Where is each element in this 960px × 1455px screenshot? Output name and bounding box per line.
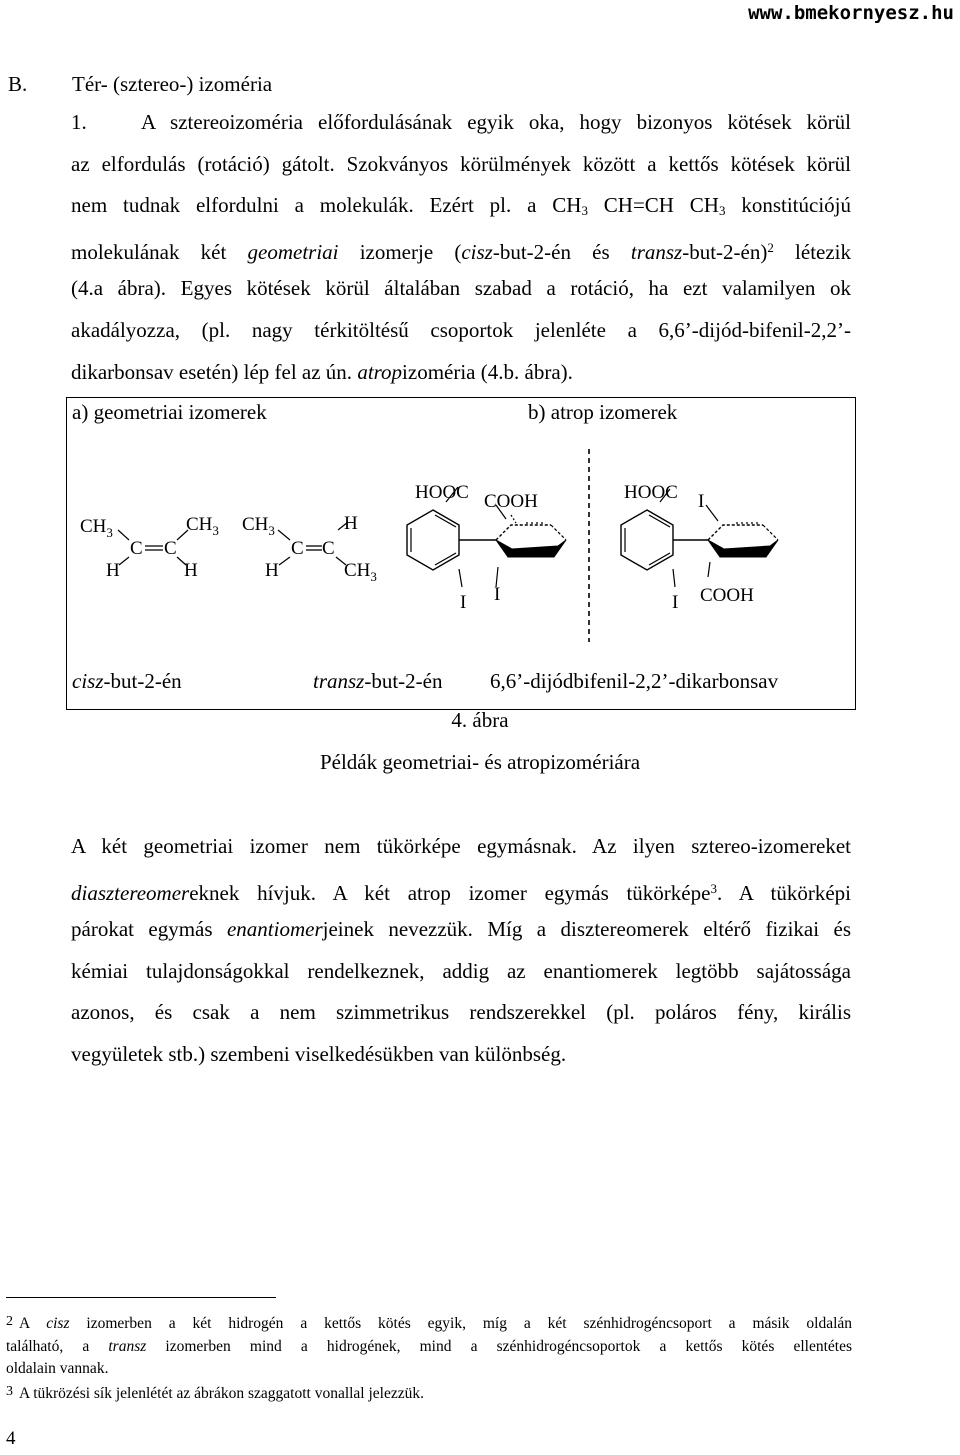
para2-line: diasztereomereknek hívjuk. A két atrop izomer egymás tükörképe$^3$. A tükörképi [71,880,851,905]
footnote-2-line: oldalain vannak. [6,1360,109,1377]
para1-line: molekulának két geometriai izomerje (cisz-but-2-én és transz-but-2-én)$^2$ létezik [71,239,852,264]
caption-transz: transz-but-2-én [313,669,443,693]
trans-c1: C [291,538,304,559]
page-number: 4 [6,1428,16,1449]
atrop1-iodine-right: I [494,584,501,605]
figure-heading-b: b) atrop izomerek [528,400,678,424]
cis-h-left: H [106,560,120,581]
trans-h-left: H [265,560,279,581]
atrop-isomer-1-labels [415,482,538,613]
cis-ch3-left: $CH_3$ [80,516,113,540]
section-letter: B. [8,72,28,96]
footnote-ref: 3 [710,880,717,896]
isomer-figure [66,397,856,710]
caption-dicarboxylic-acid: 6,6’-dijódbifenil-2,2’-dikarbonsav [490,669,779,693]
para1-line: akadályozza, (pl. nagy térkitöltésű csoportok jelenléte a 6,6’-dijód-bifenil-2,2’- [71,317,851,342]
atrop2-iodine: I [698,491,705,512]
trans-ch3-right: $CH_3$ [344,560,377,584]
atrop2-hooc: HOOC [624,482,678,503]
cis-c2: C [164,538,177,559]
atrop1-hooc: HOOC [415,482,469,503]
para2-line: azonos, és csak a nem szimmetrikus rendszerekkel (pl. poláros fény, királis [71,1000,851,1025]
para1-line: dikarbonsav esetén) lép fel az ún. atropizoméria (4.b. ábra). [71,359,573,384]
para2-line: kémiai tulajdonságokkal rendelkeznek, addig az enantiomerek legtöbb sajátossága [71,958,851,983]
para2-line: A két geometriai izomer nem tükörképe egymásnak. Az ilyen sztereo-izomereket [71,834,851,858]
para1-line: az elfordulás (rotáció) gátolt. Szokványos körülmények között a kettős kötések körül [71,151,851,176]
atrop2-iodine-bottom: I [672,592,679,613]
atrop1-cooh: COOH [484,491,538,512]
cis-h-right: H [184,560,198,581]
site-url[interactable]: www.bmekornyesz.hu [748,2,954,24]
para1-line: nem tudnak elfordulni a molekulák. Ezért pl. a $CH_3$ CH=CH $CH_3$ konstitúciójú [71,193,851,219]
footnote-2-line: 2 A cisz izomerben a két hidrogén a kettős kötés egyik, míg a két szénhidrogéncsoport a másik oldalán [6,1314,853,1332]
figure-heading-a: a) geometriai izomerek [72,400,267,424]
trans-h-right: H [344,513,358,534]
figure-number: 4. ábra [451,708,509,732]
footnote-2-mark: 2 [6,1314,13,1329]
para2-line: párokat egymás enantiomerjeinek nevezzük. Míg a disztereomerek eltérő fizikai és [71,917,852,942]
para1-line: (4.a ábra). Egyes kötések körül általában szabad a rotáció, ha ezt valamilyen ok [71,276,851,301]
caption-cisz: cisz-but-2-én [72,669,182,693]
atrop1-iodine-left: I [460,592,467,613]
para1-line: 1. A sztereoizoméria előfordulásának egyik oka, hogy bizonyos kötések körül [71,102,851,144]
footnote-separator [6,1297,276,1298]
section-heading [8,72,272,97]
cis-but-2-ene-structure [80,514,219,581]
cis-c1: C [130,538,143,559]
para2-line: vegyületek stb.) szembeni viselkedésükben van különbség. [71,1041,567,1066]
footnotes [6,1311,852,1405]
section-title: Tér- (sztereo-) izoméria [72,72,273,96]
atrop-isomer-2-labels [624,482,754,613]
footnote-2-line: található, a transz izomerben mind a hidrogének, mind a szénhidrogéncsoportok a kettős kötés ellentétes [6,1337,852,1355]
paragraph-1 [71,102,851,393]
trans-but-2-ene-structure [242,513,377,584]
cis-ch3-right: $CH_3$ [186,514,219,538]
figure-caption: Példák geometriai- és atropizomériára [319,750,641,774]
footnote-ref: 2 [767,239,774,255]
footnote-3-line: 3 A tükrözési sík jelenlétét az ábrákon szaggatott vonallal jelezzük. [6,1383,424,1402]
trans-ch3-left: $CH_3$ [242,514,275,538]
item-number: 1. [71,110,87,134]
paragraph-2 [71,826,851,1076]
atrop2-cooh: COOH [700,585,754,606]
trans-c2: C [322,538,335,559]
footnote-3-mark: 3 [6,1383,13,1399]
